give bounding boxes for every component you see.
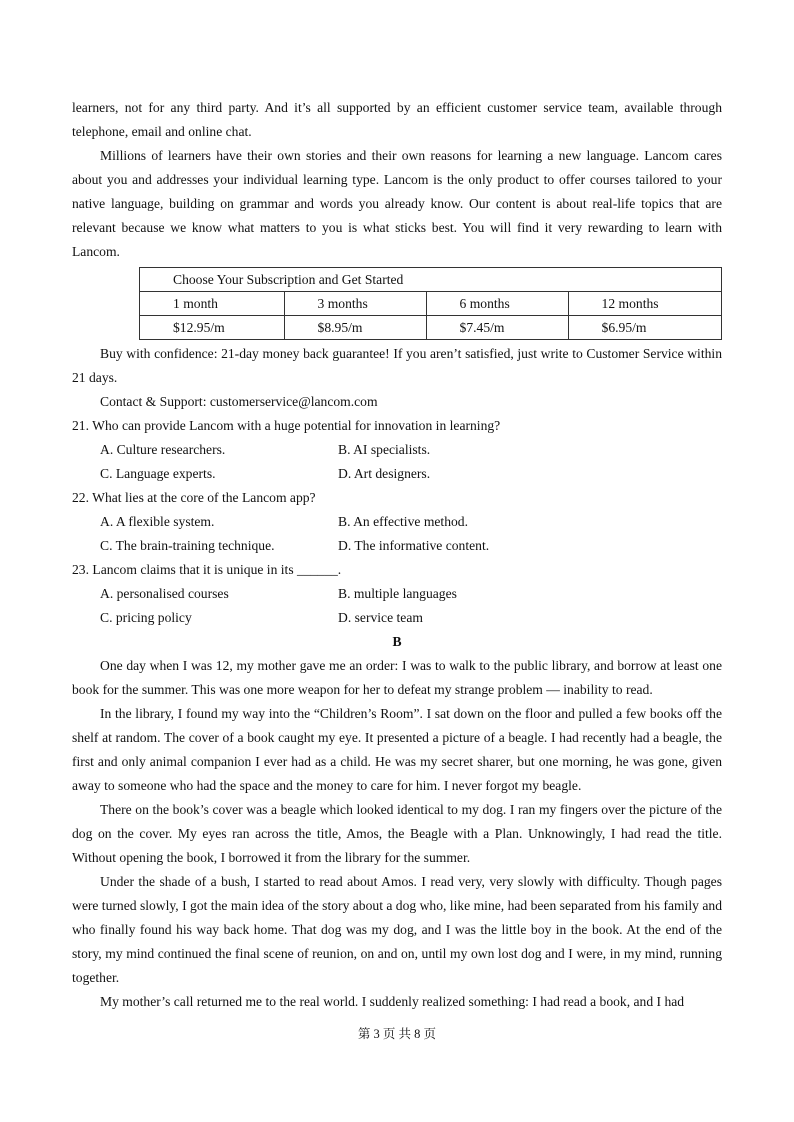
subscription-table xyxy=(139,267,722,340)
option: D. The informative content. xyxy=(338,538,490,553)
page-content xyxy=(72,96,722,1014)
passage-paragraph: There on the book’s cover was a beagle which looked identical to my dog. I ran my fingers over the picture of the dog on the cover. My eyes ran across the title, Amos, the Beagle with a Plan. Unknowingly, I had read the title. Without opening the book, I borrowed it from the library for the summer. xyxy=(72,802,722,865)
table-cell: $7.45/m xyxy=(426,316,568,340)
option: D. Art designers. xyxy=(338,466,431,481)
option: A. personalised courses xyxy=(100,586,229,601)
question-stem: 22. What lies at the core of the Lancom app? xyxy=(72,490,316,505)
option: C. pricing policy xyxy=(100,610,192,625)
option-row xyxy=(72,462,722,486)
table-title: Choose Your Subscription and Get Started xyxy=(140,268,722,292)
table-cell: $8.95/m xyxy=(284,316,426,340)
question-23 xyxy=(72,558,722,630)
question-22 xyxy=(72,486,722,558)
table-cell: $6.95/m xyxy=(568,316,721,340)
option: D. service team xyxy=(338,610,423,625)
option-row xyxy=(72,606,722,630)
section-heading-b: B xyxy=(392,634,402,649)
paragraph-lancom: Millions of learners have their own stories and their own reasons for learning a new language. Lancom cares about you and addresses your individual learning type. Lancom is the only product to offer courses tailored to your native language, building on grammar and words you already know. Our content is about real-life topics that are relevant because we know what matters to you is what sticks best. You will find it very rewarding to learn with Lancom. xyxy=(72,148,722,259)
question-stem: 23. Lancom claims that it is unique in its ______. xyxy=(72,562,342,577)
table-cell: 3 months xyxy=(284,292,426,316)
paragraph-continuation: learners, not for any third party. And it’s all supported by an efficient customer service team, available through telephone, email and online chat. xyxy=(72,100,722,139)
passage-paragraph: In the library, I found my way into the “Children’s Room”. I sat down on the floor and pulled a few books off the shelf at random. The cover of a book caught my eye. It presented a picture of a beagle. I had recently had a beagle, the first and only animal companion I ever had as a child. He was my secret sharer, but one morning, he was gone, given away to someone who had the space and the money to care for him. I never forgot my beagle. xyxy=(72,706,722,793)
option: B. AI specialists. xyxy=(338,442,431,457)
option-row xyxy=(72,510,722,534)
question-stem: 21. Who can provide Lancom with a huge potential for innovation in learning? xyxy=(72,418,501,433)
option: A. A flexible system. xyxy=(100,514,215,529)
option-row xyxy=(72,534,722,558)
option: B. multiple languages xyxy=(338,586,457,601)
table-header-row xyxy=(140,292,722,316)
option: C. Language experts. xyxy=(100,466,216,481)
question-21 xyxy=(72,414,722,486)
option: A. Culture researchers. xyxy=(100,442,226,457)
table-cell: 1 month xyxy=(140,292,285,316)
option: B. An effective method. xyxy=(338,514,468,529)
table-cell: 12 months xyxy=(568,292,721,316)
page-footer: 第 3 页 共 8 页 xyxy=(357,1027,437,1041)
table-title-row xyxy=(140,268,722,292)
option: C. The brain-training technique. xyxy=(100,538,275,553)
guarantee-text: Buy with confidence: 21-day money back guarantee! If you aren’t satisfied, just write to Customer Service within 21 days. xyxy=(72,346,722,385)
passage-paragraph: One day when I was 12, my mother gave me an order: I was to walk to the public library, and borrow at least one book for the summer. This was one more weapon for her to defeat my strange problem — inability to read. xyxy=(72,658,722,697)
table-price-row xyxy=(140,316,722,340)
passage-paragraph: Under the shade of a bush, I started to read about Amos. I read very, very slowly with difficulty. Though pages were turned slowly, I got the main idea of the story about a dog who, like mine, had been separated from his family and who finally found his way back home. That dog was my dog, and I was the little boy in the book. At the end of the story, my mind continued the final scene of reunion, on and on, until my own lost dog and I were, in my mind, running together. xyxy=(72,874,722,985)
table-cell: 6 months xyxy=(426,292,568,316)
option-row xyxy=(72,438,722,462)
table-cell: $12.95/m xyxy=(140,316,285,340)
passage-paragraph: My mother’s call returned me to the real world. I suddenly realized something: I had read a book, and I had xyxy=(100,994,685,1009)
option-row xyxy=(72,582,722,606)
contact-text: Contact & Support: customerservice@lancom.com xyxy=(100,394,378,409)
